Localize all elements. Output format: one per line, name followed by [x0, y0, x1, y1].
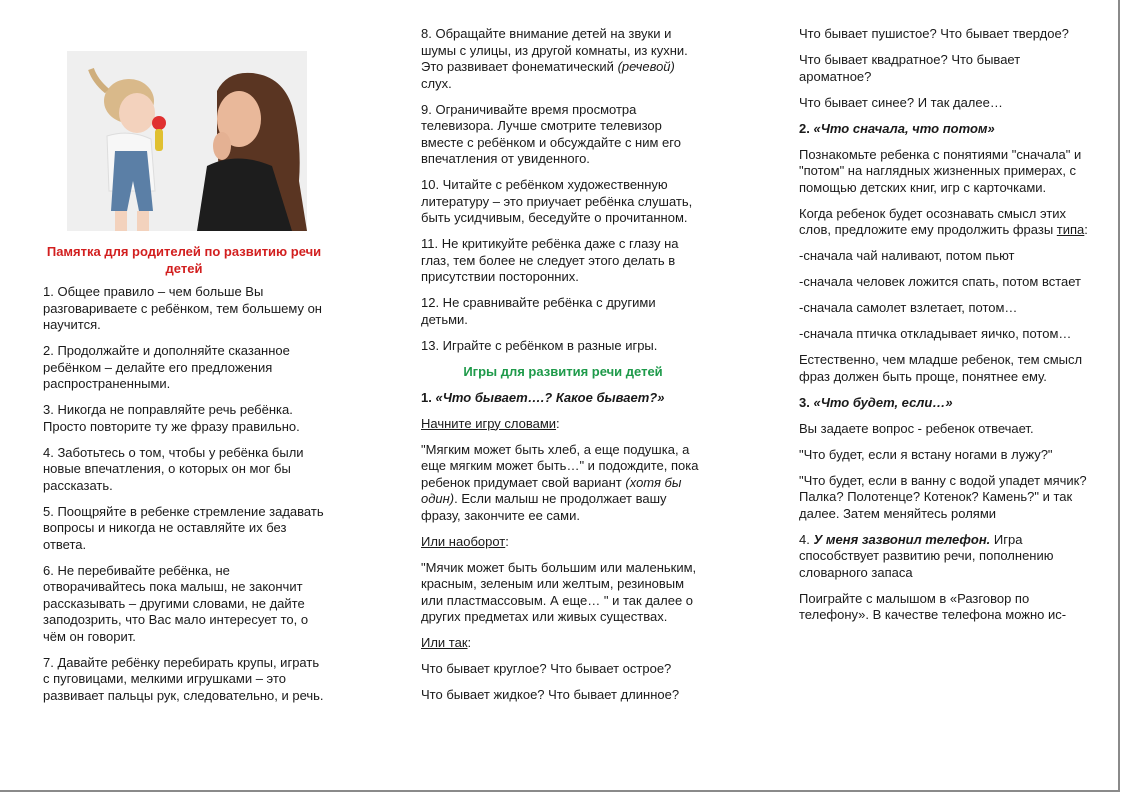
sequence-2: -сначала человек ложится спать, потом встает	[799, 274, 1081, 289]
soft-text-c: . Если малыш не продолжает вашу фразу, закончите ее сами.	[421, 491, 667, 523]
tip-10: 10. Читайте с ребёнком художественную литературу – это приучает ребёнка слушать, быть усидчивым, беседуйте о прочитанном.	[421, 177, 693, 225]
colon: :	[505, 533, 509, 549]
when-text-a: Когда ребенок будет осознавать смысл этих слов, предложите ему продолжить фразы	[799, 205, 1067, 237]
column-3	[799, 26, 1089, 633]
game-1-or-reverse	[421, 534, 705, 551]
when-type: типа	[1056, 222, 1085, 237]
tip-3: 3. Никогда не поправляйте речь ребёнка. Просто повторите ту же фразу правильно.	[43, 402, 300, 434]
question-2: Что бывает жидкое? Что бывает длинное?	[421, 687, 680, 702]
when-colon: :	[1084, 222, 1088, 237]
what-if-2: "Что будет, если в ванну с водой упадет мячик? Палка? Полотенце? Котенок? Камень?" и так далее. Затем меняйтесь ролями	[799, 472, 1087, 521]
or-so-label: Или так	[421, 635, 468, 650]
question-5: Что бывает синее? И так далее…	[799, 94, 1003, 110]
game-3-heading	[799, 395, 1089, 412]
game-4-title: У меня зазвонил телефон.	[813, 531, 991, 547]
game-2-title: «Что сначала, что потом»	[813, 120, 995, 136]
tip-8-text-c: слух.	[421, 75, 452, 91]
game-3-ask: Вы задаете вопрос - ребенок отвечает.	[799, 420, 1034, 436]
sequence-4: -сначала птичка откладывает яичко, потом…	[799, 326, 1072, 341]
game-1-or-so	[421, 635, 705, 652]
tip-6: 6. Не перебивайте ребёнка, не отворачивайтесь пока малыш, не закончит рассказывать – другими словами, не дайте заподозрить, что Вас мало интересует то, о чём он говорит.	[43, 562, 309, 644]
mother-child-photo	[67, 51, 307, 231]
tip-11: 11. Не критикуйте ребёнка даже с глазу на глаз, тем более не следует этого делать в присутствии посторонних.	[421, 236, 679, 284]
colon: :	[556, 415, 560, 431]
game-1-number: 1.	[421, 389, 436, 405]
game-2-when	[799, 206, 1089, 239]
game-1-soft	[421, 442, 705, 525]
soft-text-a: "Мягким может быть хлеб, а еще подушка, а еще мягким может быть…" и подождите, пока ребенок придумает свой вариант	[421, 441, 699, 490]
tip-5: 5. Поощряйте в ребенке стремление задавать вопросы и никогда не оставляйте их без ответа.	[43, 503, 324, 552]
game-3-title: «Что будет, если…»	[813, 394, 953, 410]
game-2-naturally: Естественно, чем младше ребенок, тем смысл фраз должен быть проще, понятнее ему.	[799, 352, 1083, 384]
tip-12: 12. Не сравнивайте ребёнка с другими детьми.	[421, 295, 656, 327]
tip-2: 2. Продолжайте и дополняйте сказанное ребёнком – делайте его предложения распространенными.	[43, 343, 290, 391]
tip-13: 13. Играйте с ребёнком в разные игры.	[421, 337, 658, 353]
column-2	[421, 26, 705, 713]
tip-8-italic: (речевой)	[617, 59, 675, 74]
game-1-ball: "Мячик может быть большим или маленьким, красным, зеленым или желтым, резиновым или пластмассовым. А еще… " и так далее о других предметах или живых существах.	[421, 559, 697, 624]
question-4: Что бывает квадратное? Что бывает ароматное?	[799, 52, 1021, 84]
game-1-title: «Что бывает….? Какое бывает?»	[435, 389, 665, 405]
game-4-rest: Игра способствует развитию речи, пополнению словарного запаса	[799, 531, 1054, 580]
question-3: Что бывает пушистое? Что бывает твердое?	[799, 26, 1069, 41]
sequence-1: -сначала чай наливают, потом пьют	[799, 248, 1015, 263]
game-4-number: 4.	[799, 531, 814, 547]
games-heading: Игры для развития речи детей	[463, 363, 663, 379]
column-1	[43, 284, 329, 714]
game-4-heading	[799, 532, 1089, 582]
soft-italic: (хотя бы один)	[421, 474, 682, 506]
question-1: Что бывает круглое? Что бывает острое?	[421, 661, 672, 676]
game-3-number: 3.	[799, 394, 814, 410]
game-1-heading	[421, 390, 705, 407]
game-2-heading	[799, 121, 1089, 138]
game-1-start	[421, 416, 705, 433]
sequence-3: -сначала самолет взлетает, потом…	[799, 300, 1018, 315]
memo-title: Памятка для родителей по развитию речи детей	[46, 244, 322, 276]
what-if-1: "Что будет, если я встану ногами в лужу?"	[799, 446, 1053, 462]
game-2-number: 2.	[799, 120, 814, 136]
tip-8-text-a: 8. Обращайте внимание детей на звуки и шумы с улицы, из другой комнаты, из кухни. Это развивает фонематический	[421, 26, 688, 74]
game-4-play: Поиграйте с малышом в «Разговор по телефону». В качестве телефона можно ис-	[799, 590, 1067, 622]
game-2-intro: Познакомьте ребенка с понятиями "сначала" и "потом" на наглядных жизненных примерах, с помощью детских книг, игр с карточками.	[799, 146, 1082, 195]
game-1-start-label: Начните игру словами	[421, 415, 557, 431]
colon: :	[467, 635, 472, 650]
tip-4: 4. Заботьтесь о том, чтобы у ребёнка были новые впечатления, о которых он мог бы рассказать.	[43, 444, 304, 493]
tip-8	[421, 26, 705, 92]
tip-9: 9. Ограничивайте время просмотра телевизора. Лучше смотрите телевизор вместе с ребёнком и обсуждайте с ним его впечатления от увиденного.	[421, 101, 681, 166]
tip-7: 7. Давайте ребёнку перебирать крупы, играть с пуговицами, мелкими игрушками – это развивает пальцы рук, следовательно, и речь.	[43, 654, 324, 703]
or-reverse-label: Или наоборот	[421, 533, 506, 549]
tip-1: 1. Общее правило – чем больше Вы разговариваете с ребёнком, тем большему он научится.	[43, 284, 322, 332]
photo-illustration	[67, 51, 307, 231]
